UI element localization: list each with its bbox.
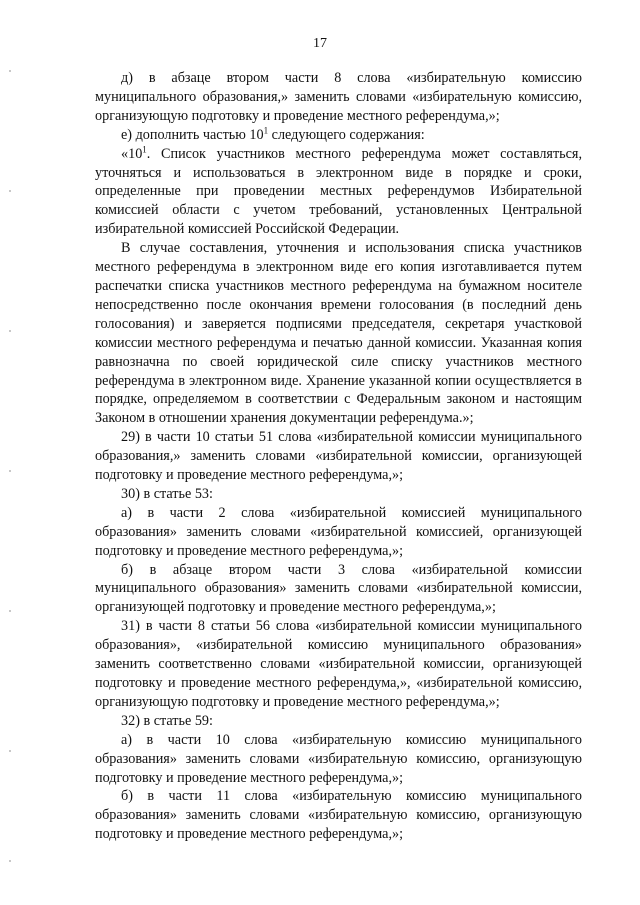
paragraph-item-30-a: а) в части 2 слова «избирательной комиссией муниципального образования» заменить словами «избирательной комиссией, организующей подготовку и проведение местного референдума,»;: [95, 504, 582, 559]
paragraph-electronic-list-copy: В случае составления, уточнения и использования списка участников местного референдума в электронном виде его копия изготавливается путем распечатки списка участников местного референдума на бумажном носителе непосредственно после окончания времени голосования (в последний день голосования) и заверяется подписями председателя, секретаря участковой комиссии местного референдума и печатью данной комиссии. Указанная копия равнозначна по своей юридической силе списку участников местного референдума в электронном виде. Хранение указанной копии осуществляется в порядке, определяемом в соответствии с Федеральным законом и настоящим Законом в отношении хранения документации референдума.»;: [95, 240, 582, 427]
paragraph-part-10-1: «$10^1$. Список участников местного референдума может составляться, уточняться и использоваться в электронном виде в порядке и сроки, определенные при проведении местных референдумов Избирательной комиссией области с учетом требований, установленных Центральной избирательной комиссией Российской Федерации.: [95, 143, 582, 238]
paragraph-item-30-b: б) в абзаце втором части 3 слова «избирательной комиссии муниципального образования» заменить словами «избирательной комиссии, организующей подготовку и проведение местного референдума,»;: [95, 561, 582, 616]
page-number: 17: [313, 36, 327, 51]
scan-artifact: [9, 610, 11, 612]
paragraph-item-32: 32) в статье 59:: [121, 712, 213, 729]
scan-artifact: [9, 750, 11, 752]
document-body: [95, 69, 582, 844]
paragraph-item-30: 30) в статье 53:: [121, 485, 213, 502]
paragraph-e: е) дополнить частью $10^1$ следующего содержания:: [121, 124, 425, 143]
scan-artifact: [9, 860, 11, 862]
scan-artifact: [9, 330, 11, 332]
paragraph-item-32-b: б) в части 11 слова «избирательную комиссию муниципального образования» заменить словами «избирательную комиссию, организующую подготовку и проведение местного референдума,»;: [95, 788, 582, 843]
paragraph-d: д) в абзаце втором части 8 слова «избирательную комиссию муниципального образования,» заменить словами «избирательную комиссию, организующую подготовку и проведение местного референдума,»;: [95, 70, 582, 124]
paragraph-item-29: 29) в части 10 статьи 51 слова «избирательной комиссии муниципального образования,» заменить словами «избирательной комиссии, организующей подготовку и проведение местного референдума,»;: [95, 429, 582, 484]
scan-artifact: [9, 470, 11, 472]
paragraph-item-32-a: а) в части 10 слова «избирательную комиссию муниципального образования» заменить словами «избирательную комиссию, организующую подготовку и проведение местного референдума,»;: [95, 731, 582, 786]
paragraph-item-31: 31) в части 8 статьи 56 слова «избирательной комиссии муниципального образования», «избирательной комиссию муниципального образования» заменить соответственно словами «избирательной комиссии, организующей подготовку и проведение местного референдума,», «избирательной комиссию, организующую подготовку и проведение местного референдума,»;: [95, 618, 582, 710]
scan-artifact: [9, 190, 11, 192]
scan-artifact: [9, 70, 11, 72]
